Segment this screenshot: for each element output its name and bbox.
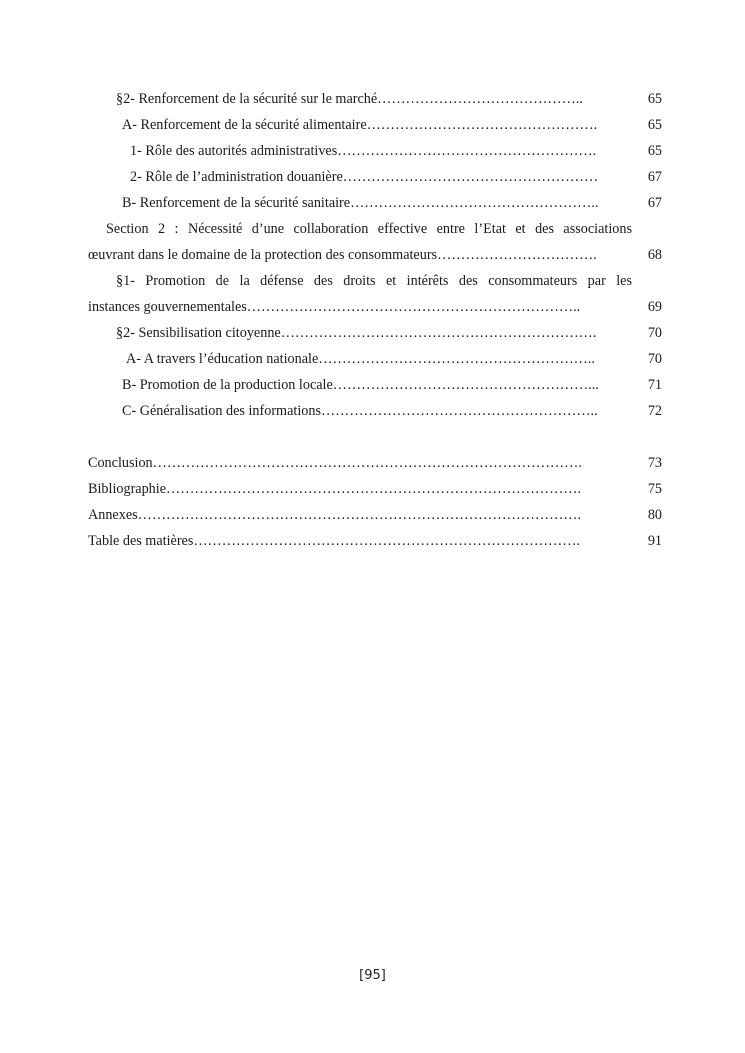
toc-entry-page: 70 <box>647 325 662 341</box>
toc-entry-title: B- Renforcement de la sécurité sanitaire…………………………………………….. <box>122 195 599 211</box>
toc-entry[interactable] <box>88 216 662 242</box>
toc-entry-title: §1- Promotion de la défense des droits et intérêts des consommateurs par les <box>116 273 632 289</box>
toc-entry-page: 73 <box>647 455 662 471</box>
toc-entry-title: Section 2 : Nécessité d’une collaboration effective entre l’Etat et des associations <box>106 221 632 237</box>
toc-entry-page: 68 <box>647 247 662 263</box>
toc-entry-page: 75 <box>647 481 662 497</box>
toc-entry[interactable] <box>88 476 662 502</box>
toc-entry[interactable] <box>88 294 662 320</box>
toc-entry-page: 65 <box>647 143 662 159</box>
toc-entry[interactable] <box>88 346 662 372</box>
toc-entry[interactable] <box>88 372 662 398</box>
toc-entry-page: 65 <box>647 91 662 107</box>
toc-entry[interactable] <box>88 112 662 138</box>
toc-entry-title: §2- Sensibilisation citoyenne…………………………………………………………. <box>116 325 597 341</box>
toc-entry-title: Table des matières………………………………………………………………………. <box>88 533 580 549</box>
toc-entry[interactable] <box>88 320 662 346</box>
toc-entry-title: A- Renforcement de la sécurité alimentaire…………………………………………. <box>122 117 598 133</box>
toc-entry-title: instances gouvernementales…………………………………………………………….. <box>88 299 581 315</box>
toc-entry-title: œuvrant dans le domaine de la protection des consommateurs……………………………. <box>88 247 597 263</box>
toc-entry-title: Bibliographie……………………………………………………………………………. <box>88 481 582 497</box>
toc-entry-page: 65 <box>647 117 662 133</box>
toc-entry-title: A- A travers l’éducation nationale………………………………………………….. <box>126 351 595 367</box>
toc-entry[interactable] <box>88 268 662 294</box>
toc-entry[interactable] <box>88 86 662 112</box>
toc-entry[interactable] <box>88 190 662 216</box>
toc-entry[interactable] <box>88 528 662 554</box>
toc-entry-title: 1- Rôle des autorités administratives………………………………………………. <box>130 143 597 159</box>
toc-entry[interactable] <box>88 502 662 528</box>
toc-entry[interactable] <box>88 398 662 424</box>
toc-entry-title: B- Promotion de la production locale………………………………………………... <box>122 377 599 393</box>
toc-entry-page: 67 <box>647 169 662 185</box>
toc-entry-page: 69 <box>647 299 662 315</box>
toc-entry-page: 70 <box>647 351 662 367</box>
toc-spacer <box>88 424 662 450</box>
table-of-contents <box>88 86 662 554</box>
toc-entry[interactable] <box>88 164 662 190</box>
toc-entry[interactable] <box>88 138 662 164</box>
toc-entry-title: Conclusion………………………………………………………………………………. <box>88 455 582 471</box>
toc-entry-page: 72 <box>647 403 662 419</box>
toc-entry-title: 2- Rôle de l’administration douanière……………………………………………… <box>130 169 599 185</box>
toc-entry[interactable] <box>88 450 662 476</box>
page-number: [95] <box>359 968 386 983</box>
toc-entry[interactable] <box>88 242 662 268</box>
toc-entry-title: §2- Renforcement de la sécurité sur le marché…………………………………….. <box>116 91 583 107</box>
toc-entry-page: 91 <box>647 533 662 549</box>
toc-entry-title: Annexes…………………………………………………………………………………. <box>88 507 582 523</box>
toc-entry-page: 71 <box>647 377 662 393</box>
toc-entry-title: C- Généralisation des informations………………………………………………….. <box>122 403 598 419</box>
toc-entry-page: 80 <box>647 507 662 523</box>
toc-entry-page: 67 <box>647 195 662 211</box>
